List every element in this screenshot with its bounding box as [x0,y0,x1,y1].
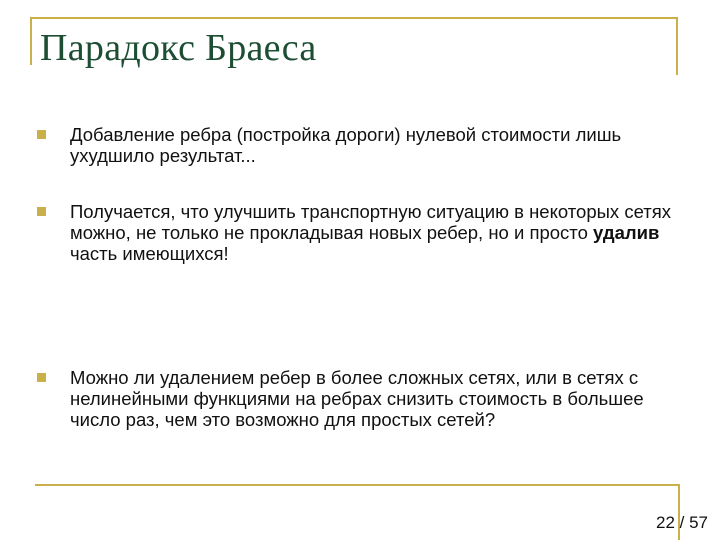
frame-line-top [32,17,677,19]
frame-line-bottom [35,484,680,486]
bullet-text-3: Можно ли удалением ребер в более сложных сетях, или в сетях с нелинейными функциями на ребрах снизить стоимость в большее число раз, чем это возможно для простых сетей? [70,367,644,430]
bullet-text-2-bold: удалив [593,222,660,243]
bullet-square-icon [37,207,46,216]
bullet-text-2-part-1: Получается, что улучшить транспортную ситуацию в некоторых сетях можно, не только не прокладывая новых ребер, но и просто [70,201,671,243]
slide-title: Парадокс Браеса [40,27,317,69]
frame-line-left [30,17,32,65]
bullet-square-icon [37,373,46,382]
bullet-text-2-part-2: часть имеющихся! [70,243,229,264]
bullet-text-2 [70,201,690,264]
page-number: 22 / 57 [656,513,708,532]
frame-line-right [676,17,678,75]
bullet-square-icon [37,130,46,139]
bullet-text-1: Добавление ребра (постройка дороги) нулевой стоимости лишь ухудшило результат... [70,124,622,166]
